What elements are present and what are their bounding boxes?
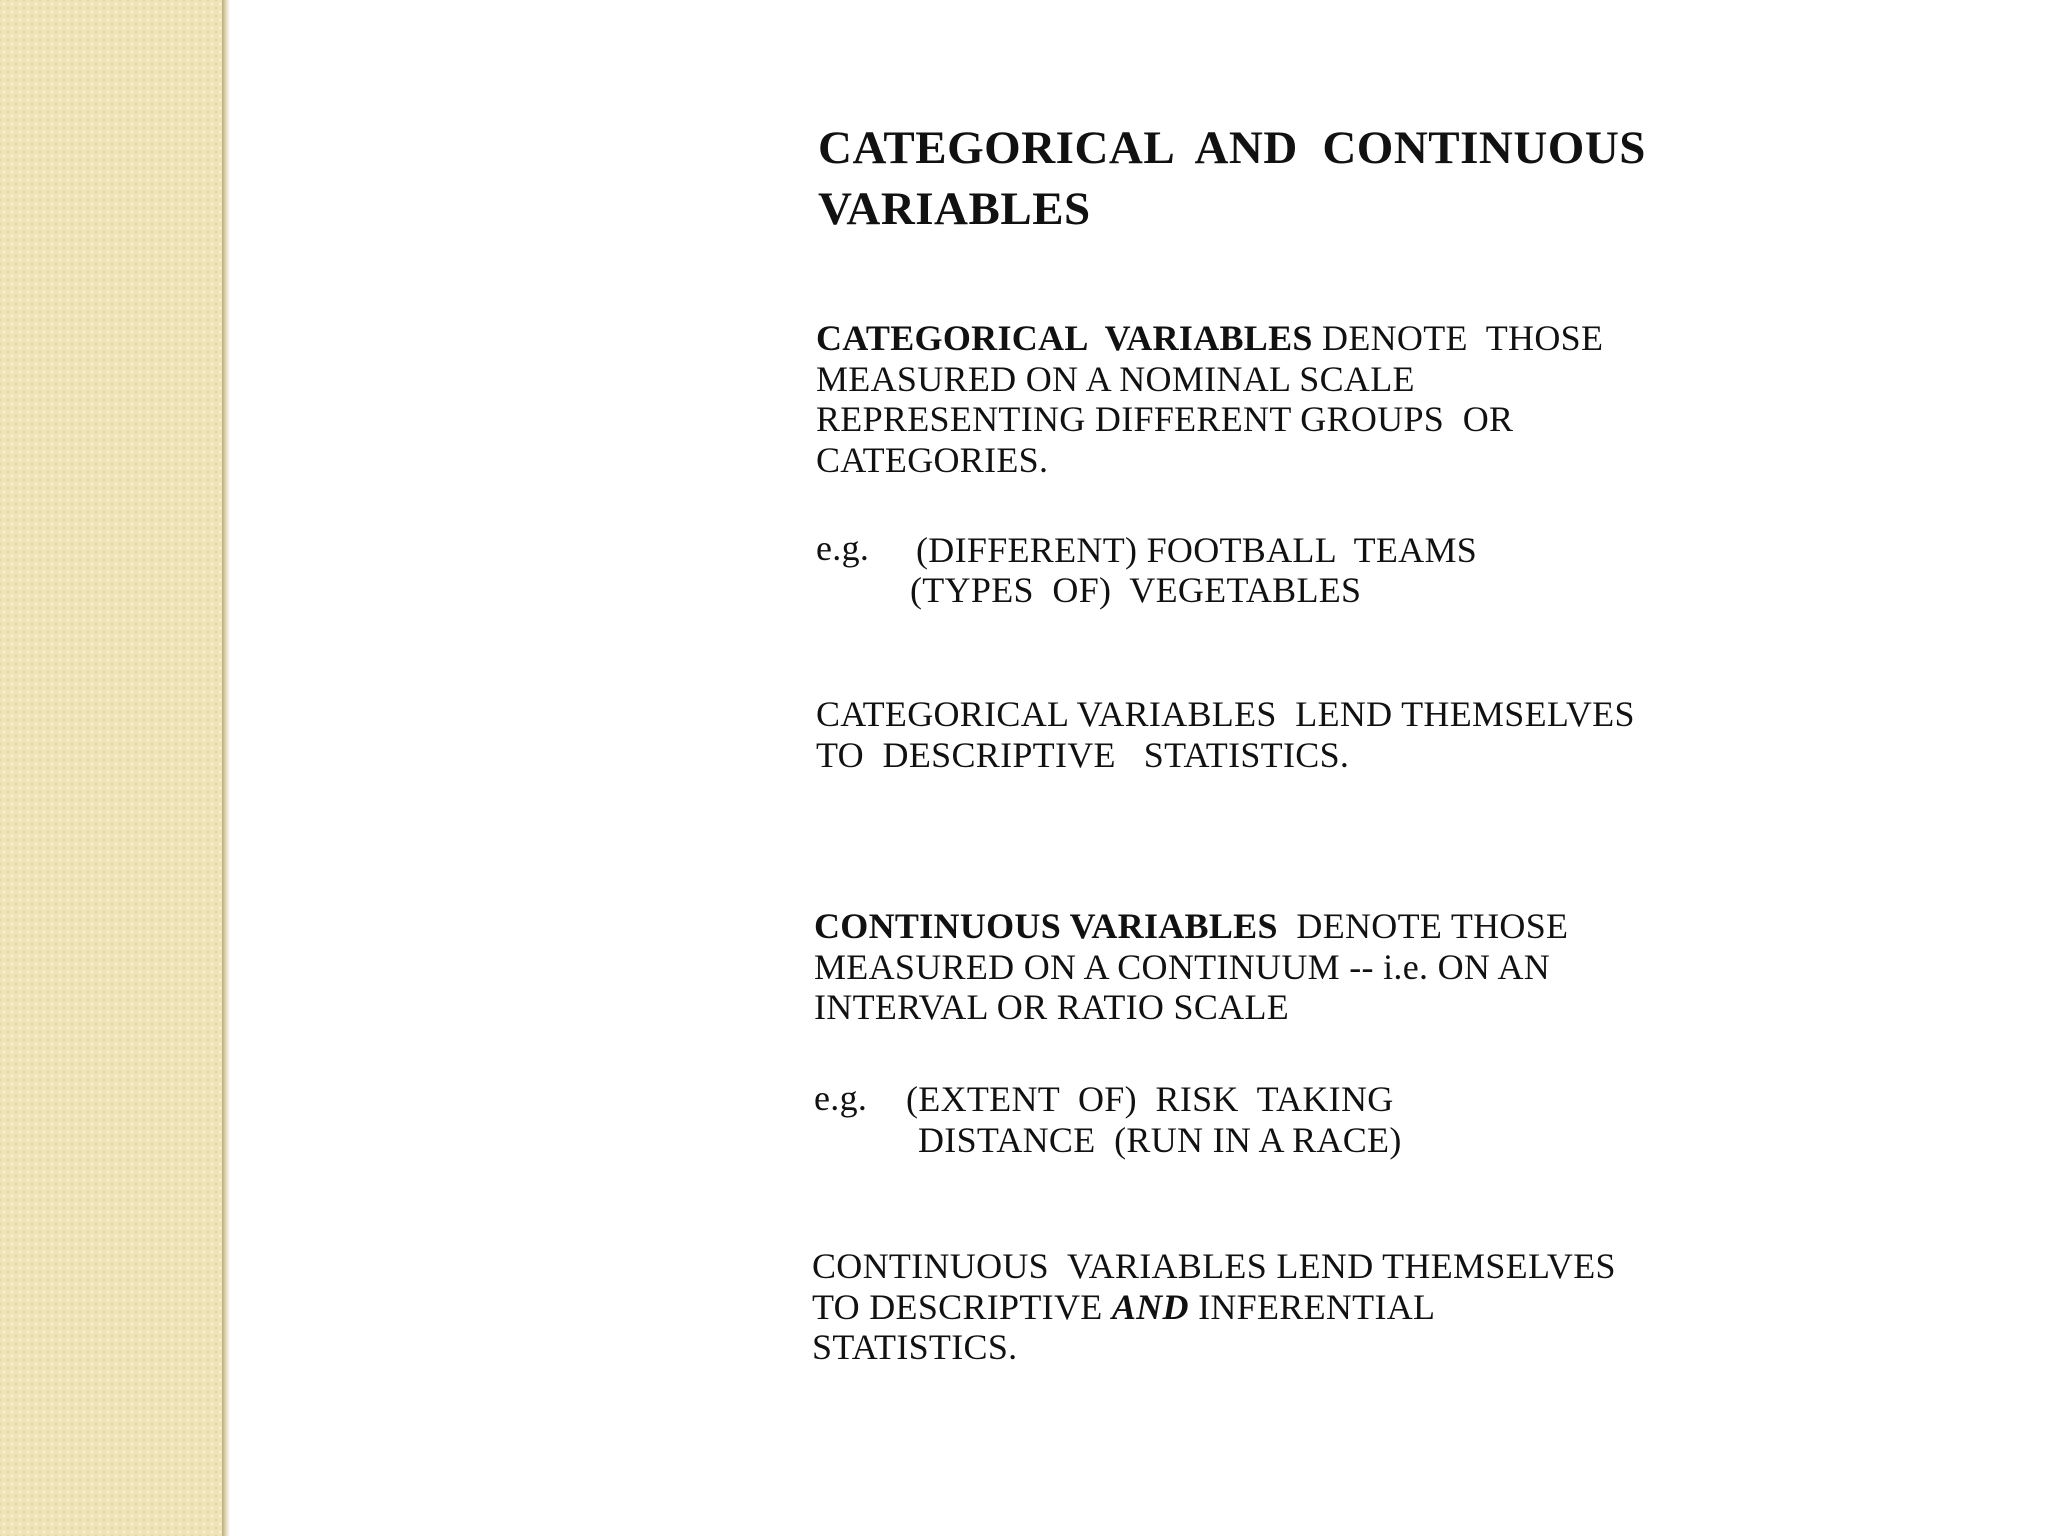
continuous-def-line-2: MEASURED ON A CONTINUUM -- i.e. ON AN: [814, 946, 1551, 987]
continuous-statistics: [812, 1246, 1752, 1368]
continuous-eg-label: e.g.: [814, 1078, 868, 1118]
categorical-term: CATEGORICAL VARIABLES: [816, 318, 1313, 358]
categorical-stats-line-2: TO DESCRIPTIVE STATISTICS.: [816, 734, 1350, 775]
continuous-stats-line-2-end: INFERENTIAL: [1188, 1286, 1436, 1327]
categorical-def-rest: DENOTE THOSE: [1312, 318, 1604, 358]
categorical-statistics: [816, 694, 1756, 775]
continuous-stats-line-2-start: TO DESCRIPTIVE: [812, 1286, 1112, 1327]
categorical-stats-line-1: CATEGORICAL VARIABLES LEND THEMSELVES: [816, 694, 1635, 734]
continuous-term: CONTINUOUS VARIABLES: [814, 906, 1278, 946]
categorical-example-1: (DIFFERENT) FOOTBALL TEAMS: [916, 530, 1478, 570]
categorical-def-line-3: REPRESENTING DIFFERENT GROUPS OR: [816, 399, 1514, 439]
categorical-def-line-4: CATEGORIES.: [816, 439, 1049, 480]
categorical-eg-label: e.g.: [816, 528, 870, 568]
page-title: [818, 118, 1818, 240]
slide-page: [230, 0, 2048, 1536]
continuous-def-line-3: INTERVAL OR RATIO SCALE: [814, 987, 1290, 1027]
title-line-2: VARIABLES: [818, 183, 1091, 235]
categorical-definition: [816, 318, 1756, 480]
decorative-side-strip: [0, 0, 224, 1536]
continuous-definition: [814, 906, 1754, 1028]
continuous-def-rest: DENOTE THOSE: [1277, 906, 1569, 946]
continuous-def-line-1: [814, 906, 1754, 947]
continuous-stats-line-2: [812, 1287, 1752, 1328]
continuous-example-2: DISTANCE (RUN IN A RACE): [918, 1120, 1402, 1160]
title-line-1: CATEGORICAL AND CONTINUOUS: [818, 122, 1646, 174]
continuous-stats-emphasis: AND: [1111, 1286, 1189, 1327]
categorical-def-line-2: MEASURED ON A NOMINAL SCALE: [816, 358, 1415, 399]
continuous-stats-line-1: CONTINUOUS VARIABLES LEND THEMSELVES: [812, 1246, 1616, 1286]
categorical-example-2: (TYPES OF) VEGETABLES: [910, 570, 1362, 610]
continuous-example-1: (EXTENT OF) RISK TAKING: [906, 1079, 1394, 1119]
continuous-stats-line-3: STATISTICS.: [812, 1327, 1018, 1367]
side-strip-edge: [222, 0, 230, 1536]
categorical-def-line-1: [816, 318, 1756, 359]
